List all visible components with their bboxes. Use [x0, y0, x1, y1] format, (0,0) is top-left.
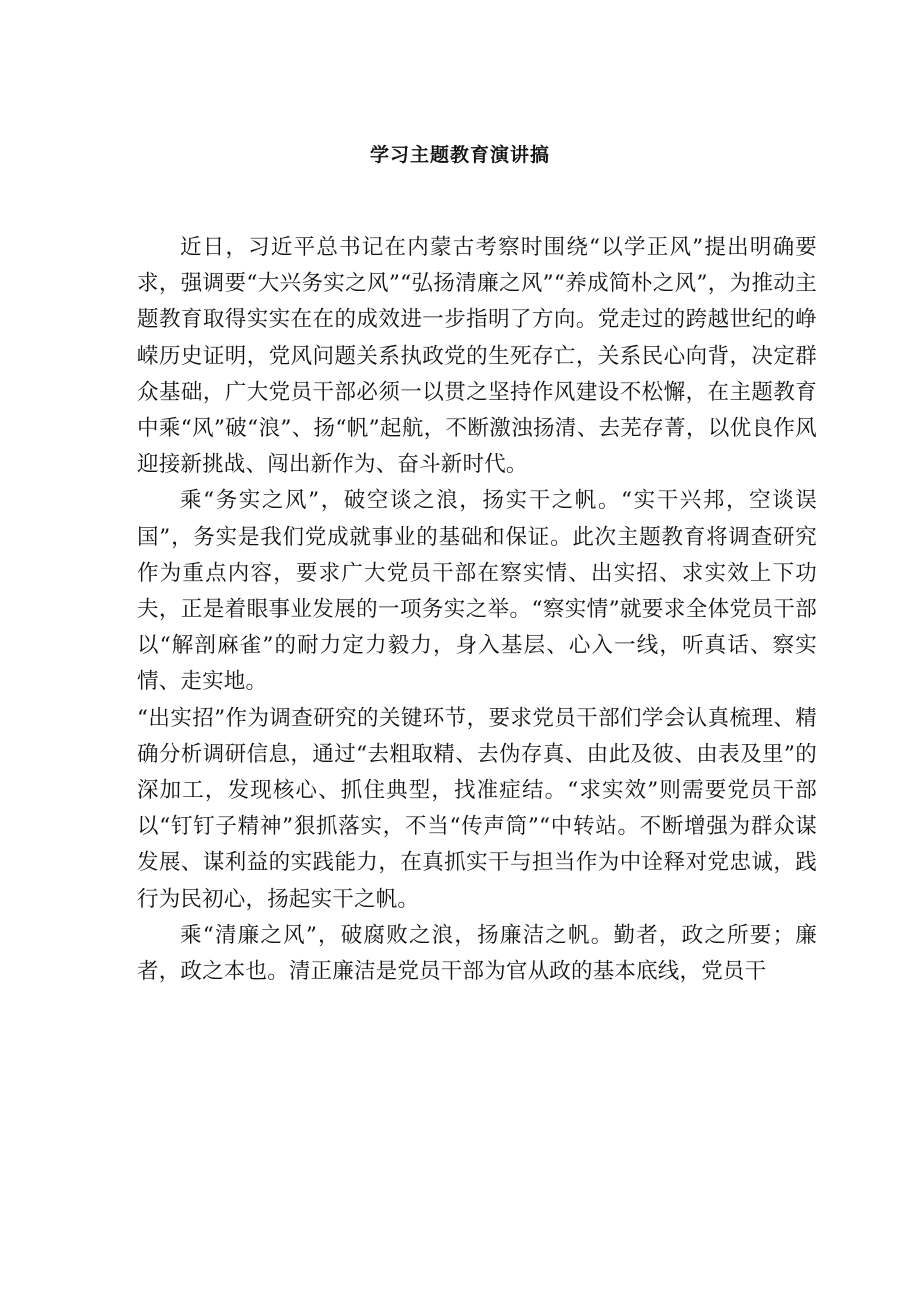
document-body: [137, 230, 817, 990]
paragraph-practical-measures: “出实招”作为调查研究的关键环节，要求党员干部们学会认真梳理、精确分析调研信息，通过“去粗取精、去伪存真、由此及彼、由表及里”的深加工，发现核心、抓住典型，找准症结。“求实效”则需要党员干部以“钉钉子精神”狠抓落实，不当“传声筒”“中转站。不断增强为群众谋发展、谋利益的实践能力，在真抓实干与担当作为中诠释对党忠诚，践行为民初心，扬起实干之帆。: [137, 705, 817, 912]
paragraph-intro: 近日，习近平总书记在内蒙古考察时围绕“以学正风”提出明确要求，强调要“大兴务实之风”“弘扬清廉之风”“养成简朴之风”，为推动主题教育取得实实在在的成效进一步指明了方向。党走过的跨越世纪的峥嵘历史证明，党风问题关系执政党的生死存亡，关系民心向背，决定群众基础，广大党员干部必须一以贯之坚持作风建设不松懈，在主题教育中乘“风”破“浪”、扬“帆”起航，不断激浊扬清、去芜存菁，以优良作风迎接新挑战、闯出新作为、奋斗新时代。: [137, 235, 817, 478]
paragraph-integrity-style: 乘“清廉之风”，破腐败之浪，扬廉洁之帆。勤者，政之所要；廉者，政之本也。清正廉洁是党员干部为官从政的基本底线，党员干: [137, 922, 817, 985]
paragraph-pragmatic-style: 乘“务实之风”，破空谈之浪，扬实干之帆。“实干兴邦，空谈误国”，务实是我们党成就事业的基础和保证。此次主题教育将调查研究作为重点内容，要求广大党员干部在察实情、出实招、求实效上下功夫，正是着眼事业发展的一项务实之举。“察实情”就要求全体党员干部以“解剖麻雀”的耐力定力毅力，身入基层、心入一线，听真话、察实情、走实地。: [137, 488, 817, 695]
page-title: 学习主题教育演讲搞: [369, 144, 550, 166]
